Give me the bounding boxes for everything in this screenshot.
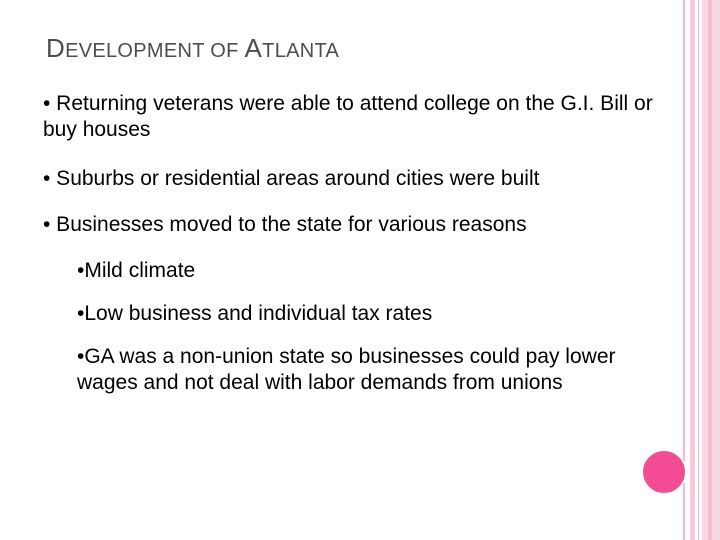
decorative-stripe — [698, 0, 699, 540]
title-word: TLANTA — [262, 40, 340, 62]
sub-bullet-item: •Low business and individual tax rates — [77, 302, 433, 325]
sub-bullet-item: •Mild climate — [77, 259, 196, 282]
slide-title — [46, 33, 339, 64]
title-word: EVELOPMENT — [65, 40, 205, 62]
title-initial: A — [244, 33, 263, 63]
decorative-stripe — [708, 0, 712, 540]
bullet-item: • Suburbs or residential areas around cities were built — [43, 167, 540, 190]
accent-circle — [641, 449, 687, 495]
bullet-item: • Businesses moved to the state for various reasons — [43, 213, 527, 236]
title-word: OF — [204, 40, 245, 62]
bullet-item: • Returning veterans were able to attend college on the G.I. Bill or buy houses — [43, 92, 653, 141]
slide-body — [43, 91, 673, 413]
sub-bullet-item: •GA was a non-union state so businesses could pay lower wages and not deal with labor demands from unions — [77, 345, 616, 394]
title-initial: D — [46, 33, 66, 63]
decorative-stripe — [690, 0, 695, 540]
